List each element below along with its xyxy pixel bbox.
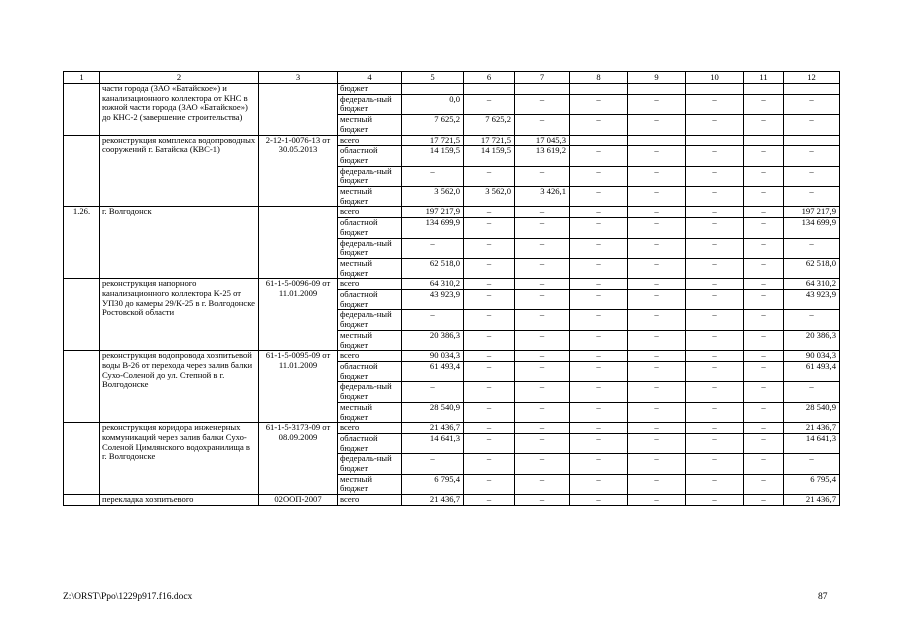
value-cell: 28 540,9 [402,402,464,422]
value-cell: 197 217,9 [784,207,840,218]
value-cell: – [744,454,784,474]
value-cell: – [784,454,840,474]
value-cell: – [570,423,628,434]
value-cell: – [628,330,686,350]
object-name-cell: реконструкция коридора инженерных коммуникаций через залив балки Сухо-Соленой Цимлянского водохранилища в г. Волгодонске [100,423,259,495]
value-cell: – [464,94,515,114]
value-cell: 14 641,3 [402,433,464,453]
value-cell: – [515,258,570,278]
value-cell: – [686,423,744,434]
value-cell: 90 034,3 [402,351,464,362]
value-cell: – [744,310,784,330]
value-cell: – [570,361,628,381]
value-cell: 21 436,7 [402,423,464,434]
value-cell: 21 436,7 [784,495,840,506]
value-cell: – [570,474,628,494]
value-cell: – [686,454,744,474]
value-cell: 3 562,0 [464,187,515,207]
value-cell: – [744,238,784,258]
value-cell: – [744,495,784,506]
value-cell: – [464,495,515,506]
value-cell: – [628,474,686,494]
value-cell: – [628,351,686,362]
value-cell: – [686,361,744,381]
value-cell: – [464,238,515,258]
value-cell: – [744,330,784,350]
value-cell: – [686,402,744,422]
header-row [64,72,840,84]
value-cell: – [628,238,686,258]
funding-source-cell: местный бюджет [338,330,402,350]
value-cell: – [570,115,628,135]
value-cell: – [784,94,840,114]
col-header: 5 [402,72,464,84]
value-cell: – [515,330,570,350]
value-cell [628,135,686,146]
value-cell: – [515,166,570,186]
value-cell: – [515,495,570,506]
value-cell: – [784,115,840,135]
object-name-cell: перекладка хозпитьевого [100,495,259,506]
value-cell: – [570,495,628,506]
col-header: 7 [515,72,570,84]
value-cell: – [628,166,686,186]
value-cell: – [515,382,570,402]
value-cell: – [570,382,628,402]
object-name-cell: г. Волгодонск [100,207,259,279]
value-cell: – [570,433,628,453]
value-cell: – [464,258,515,278]
value-cell: 90 034,3 [784,351,840,362]
table-row [64,84,840,95]
value-cell: – [570,310,628,330]
value-cell: – [464,207,515,218]
value-cell: – [784,166,840,186]
funding-source-cell: федераль-ный бюджет [338,94,402,114]
value-cell: – [570,290,628,310]
value-cell: – [628,454,686,474]
value-cell: – [628,290,686,310]
value-cell: – [570,279,628,290]
value-cell: 43 923,9 [402,290,464,310]
funding-source-cell: областной бюджет [338,218,402,238]
funding-source-cell: местный бюджет [338,402,402,422]
value-cell: – [628,382,686,402]
value-cell: – [686,474,744,494]
funding-source-cell: всего [338,279,402,290]
value-cell: 21 436,7 [402,495,464,506]
value-cell: – [464,166,515,186]
value-cell: – [628,146,686,166]
value-cell [686,135,744,146]
value-cell: – [744,166,784,186]
budget-table [63,71,840,506]
document-number-cell: 02ООП-2007 [259,495,338,506]
value-cell: 14 159,5 [464,146,515,166]
value-cell: – [464,382,515,402]
funding-source-cell: областной бюджет [338,433,402,453]
page-number: 87 [818,592,828,602]
table-row [64,135,840,146]
value-cell: – [628,495,686,506]
value-cell: 3 426,1 [515,187,570,207]
value-cell: – [744,474,784,494]
value-cell: – [628,207,686,218]
object-name-cell: части города (ЗАО «Батайское») и канализационного коллектора от КНС в южной части города (ЗАО «Батайское») до КНС-2 (завершение строительства) [100,84,259,136]
value-cell: – [628,187,686,207]
value-cell: – [570,146,628,166]
funding-source-cell: областной бюджет [338,146,402,166]
row-number-cell [64,279,100,351]
value-cell: – [744,218,784,238]
col-header: 2 [100,72,259,84]
table-body [64,84,840,506]
value-cell: – [464,361,515,381]
col-header: 4 [338,72,402,84]
funding-source-cell: всего [338,495,402,506]
value-cell: 61 493,4 [402,361,464,381]
table-row [64,207,840,218]
value-cell: – [686,310,744,330]
col-header: 11 [744,72,784,84]
value-cell: – [464,279,515,290]
value-cell: – [464,351,515,362]
value-cell: 7 625,2 [402,115,464,135]
value-cell: – [628,423,686,434]
value-cell: 21 436,7 [784,423,840,434]
value-cell: 197 217,9 [402,207,464,218]
value-cell: 20 386,3 [784,330,840,350]
value-cell: 13 619,2 [515,146,570,166]
value-cell: – [744,187,784,207]
value-cell: – [686,279,744,290]
object-name-cell: реконструкция комплекса водопроводных сооружений г. Батайска (КВС-1) [100,135,259,207]
funding-source-cell: федераль-ный бюджет [338,454,402,474]
value-cell: – [464,402,515,422]
funding-source-cell: местный бюджет [338,187,402,207]
value-cell: – [686,146,744,166]
value-cell: – [686,187,744,207]
value-cell: – [784,146,840,166]
value-cell: – [628,402,686,422]
value-cell: – [570,402,628,422]
value-cell: 134 699,9 [402,218,464,238]
col-header: 9 [628,72,686,84]
value-cell: – [628,115,686,135]
funding-source-cell: всего [338,135,402,146]
document-number-cell [259,84,338,136]
value-cell: – [686,207,744,218]
value-cell: – [515,474,570,494]
value-cell: – [744,207,784,218]
value-cell: – [464,474,515,494]
value-cell: – [784,382,840,402]
value-cell: – [744,423,784,434]
value-cell [515,84,570,95]
value-cell: – [515,218,570,238]
value-cell: 64 310,2 [784,279,840,290]
value-cell: – [744,94,784,114]
value-cell: – [515,290,570,310]
value-cell: 61 493,4 [784,361,840,381]
object-name-cell: реконструкция водопровода хозпитьевой воды В-26 от перехода через залив балки Сухо-Соленой до ул. Степной в г. Волгодонске [100,351,259,423]
value-cell: 28 540,9 [784,402,840,422]
value-cell: 3 562,0 [402,187,464,207]
value-cell: – [570,258,628,278]
funding-source-cell: областной бюджет [338,361,402,381]
value-cell: – [744,351,784,362]
footer-file-path: Z:\ORST\Ppo\1229p917.f16.docx [63,592,193,602]
value-cell [784,84,840,95]
funding-source-cell: всего [338,423,402,434]
value-cell: 6 795,4 [784,474,840,494]
funding-source-cell: областной бюджет [338,290,402,310]
value-cell: – [402,454,464,474]
value-cell: – [515,423,570,434]
value-cell: – [570,94,628,114]
value-cell: – [744,290,784,310]
value-cell: – [515,310,570,330]
value-cell [784,135,840,146]
value-cell: – [464,310,515,330]
value-cell: – [464,423,515,434]
value-cell [464,84,515,95]
document-number-cell: 61-1-5-3173-09 от 08.09.2009 [259,423,338,495]
value-cell: 7 625,2 [464,115,515,135]
table-row [64,423,840,434]
value-cell: – [686,330,744,350]
value-cell: – [784,238,840,258]
value-cell: – [686,166,744,186]
value-cell [628,84,686,95]
value-cell: – [570,351,628,362]
funding-source-cell: всего [338,351,402,362]
row-number-cell [64,135,100,207]
value-cell: – [515,94,570,114]
object-name-cell: реконструкция напорного канализационного коллектора К-25 от УП30 до камеры 29/К-25 в г. Волгодонске Ростовской области [100,279,259,351]
funding-source-cell: всего [338,207,402,218]
table-row [64,495,840,506]
value-cell: – [784,310,840,330]
value-cell: – [402,382,464,402]
value-cell: – [515,433,570,453]
funding-source-cell: местный бюджет [338,474,402,494]
value-cell: – [464,290,515,310]
value-cell: – [686,218,744,238]
value-cell: 14 159,5 [402,146,464,166]
value-cell: – [628,94,686,114]
value-cell: – [686,258,744,278]
value-cell: – [515,351,570,362]
funding-source-cell: федераль-ный бюджет [338,310,402,330]
value-cell: 0,0 [402,94,464,114]
row-number-cell: 1.26. [64,207,100,279]
funding-source-cell: бюджет [338,84,402,95]
value-cell: – [784,187,840,207]
value-cell: – [464,330,515,350]
row-number-cell [64,84,100,136]
col-header: 10 [686,72,744,84]
document-number-cell: 61-1-5-0095-09 от 11.01.2009 [259,351,338,423]
col-header: 8 [570,72,628,84]
value-cell: – [744,382,784,402]
value-cell: – [515,207,570,218]
value-cell: – [686,290,744,310]
value-cell: 62 518,0 [402,258,464,278]
value-cell: – [686,495,744,506]
value-cell: – [570,454,628,474]
value-cell: – [402,166,464,186]
value-cell: 43 923,9 [784,290,840,310]
value-cell: 134 699,9 [784,218,840,238]
value-cell: – [744,146,784,166]
value-cell: – [686,238,744,258]
value-cell: 17 045,3 [515,135,570,146]
value-cell: – [570,187,628,207]
value-cell: – [464,218,515,238]
value-cell: – [515,454,570,474]
value-cell: – [686,351,744,362]
value-cell: – [464,454,515,474]
value-cell: – [744,361,784,381]
funding-source-cell: местный бюджет [338,258,402,278]
document-number-cell: 61-1-5-0096-09 от 11.01.2009 [259,279,338,351]
funding-source-cell: федераль-ный бюджет [338,238,402,258]
document-number-cell: 2-12-1-0076-13 от 30.05.2013 [259,135,338,207]
table-row [64,279,840,290]
value-cell: – [628,361,686,381]
value-cell: – [515,361,570,381]
value-cell: – [628,433,686,453]
value-cell: – [744,279,784,290]
value-cell: – [744,402,784,422]
row-number-cell [64,423,100,495]
value-cell: – [628,218,686,238]
funding-source-cell: федераль-ный бюджет [338,382,402,402]
col-header: 1 [64,72,100,84]
funding-source-cell: федераль-ный бюджет [338,166,402,186]
value-cell: – [686,433,744,453]
value-cell: 20 386,3 [402,330,464,350]
value-cell [570,84,628,95]
value-cell: – [515,238,570,258]
funding-source-cell: местный бюджет [338,115,402,135]
value-cell: – [402,238,464,258]
value-cell [570,135,628,146]
value-cell: – [570,207,628,218]
value-cell: 62 518,0 [784,258,840,278]
col-header: 6 [464,72,515,84]
value-cell: – [515,115,570,135]
value-cell: – [628,310,686,330]
value-cell: – [628,258,686,278]
value-cell: – [464,433,515,453]
row-number-cell [64,351,100,423]
value-cell: – [570,330,628,350]
value-cell: – [686,382,744,402]
col-header: 12 [784,72,840,84]
value-cell: – [686,94,744,114]
value-cell: 17 721,5 [464,135,515,146]
value-cell [744,84,784,95]
value-cell: – [686,115,744,135]
value-cell: – [744,258,784,278]
value-cell: – [515,279,570,290]
table-header [64,72,840,84]
value-cell: – [570,166,628,186]
value-cell: 6 795,4 [402,474,464,494]
value-cell: – [570,218,628,238]
row-number-cell [64,495,100,506]
value-cell: – [570,238,628,258]
value-cell [402,84,464,95]
value-cell: – [515,402,570,422]
table-row [64,351,840,362]
value-cell [686,84,744,95]
value-cell: 64 310,2 [402,279,464,290]
value-cell: – [744,115,784,135]
document-number-cell [259,207,338,279]
value-cell: 17 721,5 [402,135,464,146]
value-cell: 14 641,3 [784,433,840,453]
value-cell [744,135,784,146]
value-cell: – [402,310,464,330]
col-header: 3 [259,72,338,84]
value-cell: – [628,279,686,290]
value-cell: – [744,433,784,453]
